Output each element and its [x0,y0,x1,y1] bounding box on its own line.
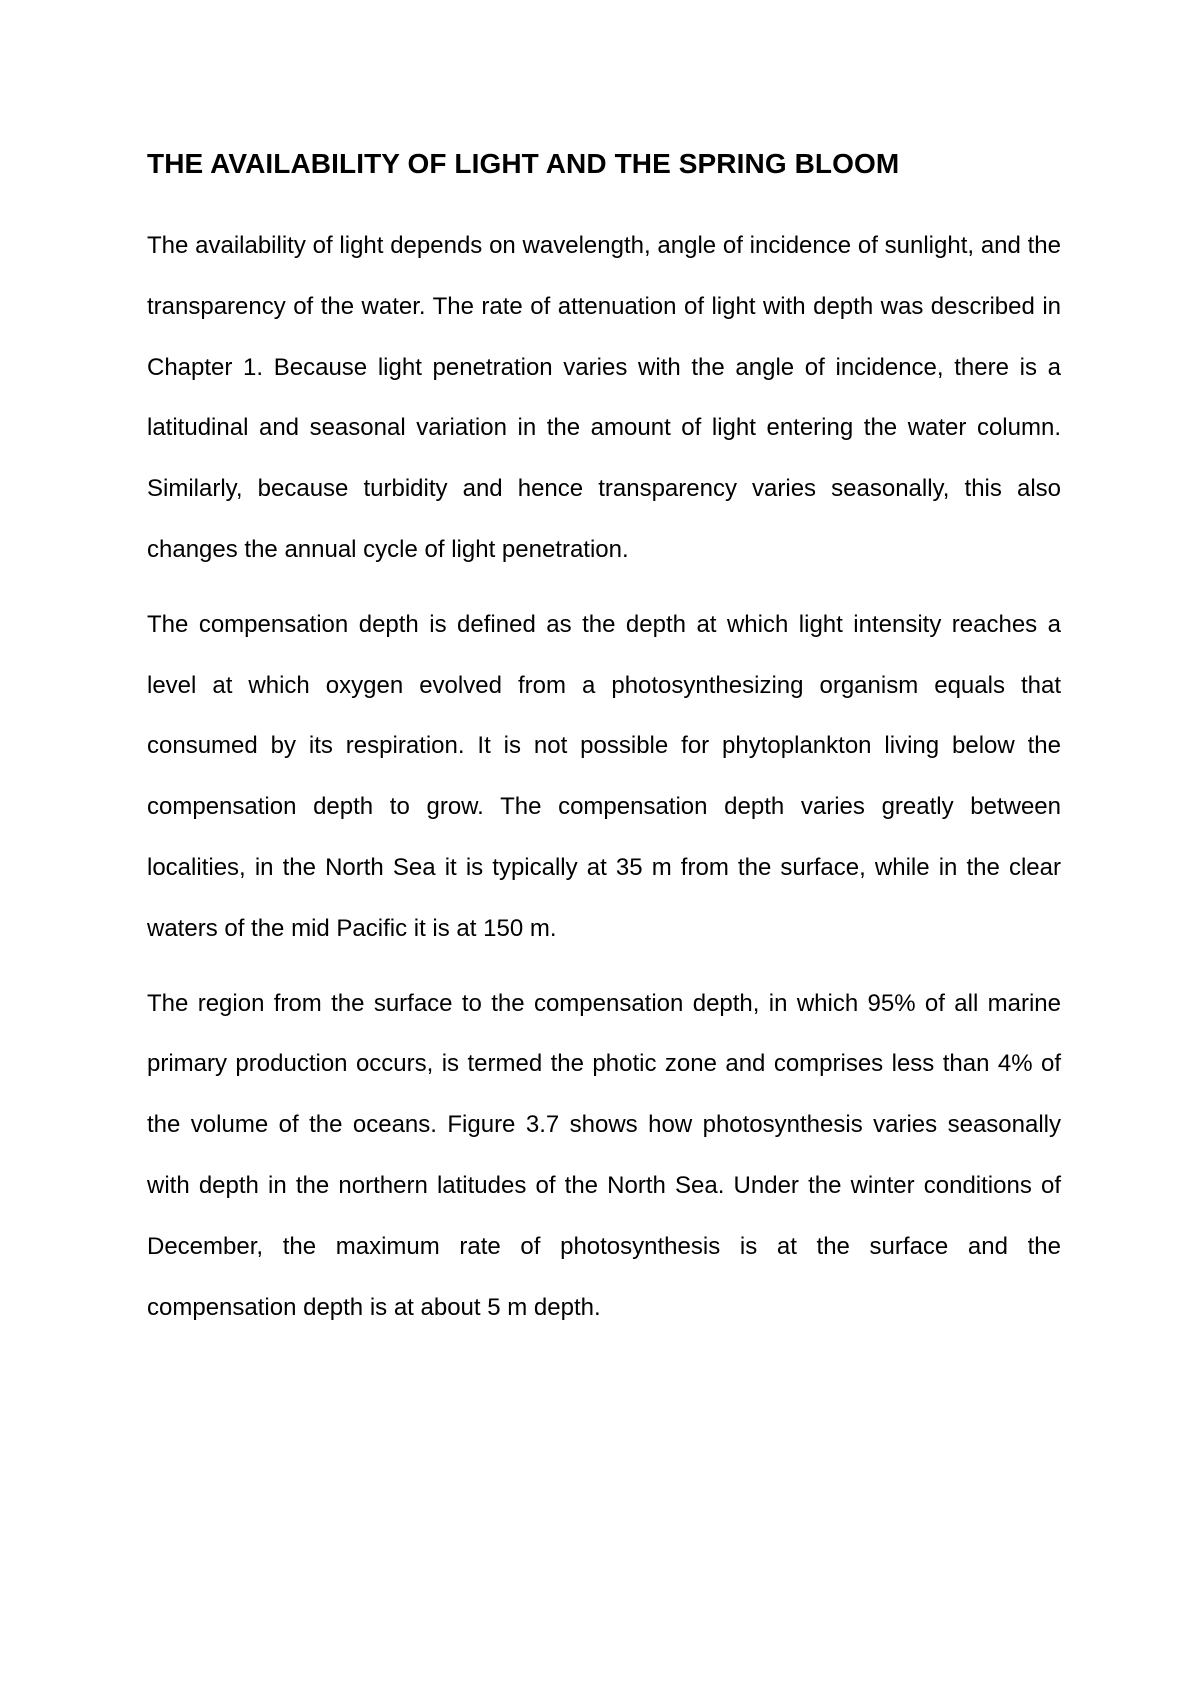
document-page [147,145,1061,1338]
paragraph-compensation-depth: The compensation depth is defined as the depth at which light intensity reaches a level at which oxygen evolved from a photosynthesizing organism equals that consumed by its respiration. It is not possible for phytoplankton living below the compensation depth to grow. The compensation depth varies greatly between localities, in the North Sea it is typically at 35 m from the surface, while in the clear waters of the mid Pacific it is at 150 m. [147,610,1061,942]
page-title: THE AVAILABILITY OF LIGHT AND THE SPRING BLOOM [147,148,900,179]
paragraph-light-availability: The availability of light depends on wavelength, angle of incidence of sunlight, and the transparency of the water. The rate of attenuation of light with depth was described in Chapter 1. Because light penetration varies with the angle of incidence, there is a latitudinal and seasonal variation in the amount of light entering the water column. Similarly, because turbidity and hence transparency varies seasonally, this also changes the annual cycle of light penetration. [147,232,1061,563]
paragraph-photic-zone: The region from the surface to the compensation depth, in which 95% of all marine primary production occurs, is termed the photic zone and comprises less than 4% of the volume of the oceans. Figure 3.7 shows how photosynthesis varies seasonally with depth in the northern latitudes of the North Sea. Under the winter conditions of December, the maximum rate of photosynthesis is at the surface and the compensation depth is at about 5 m depth. [147,989,1061,1321]
